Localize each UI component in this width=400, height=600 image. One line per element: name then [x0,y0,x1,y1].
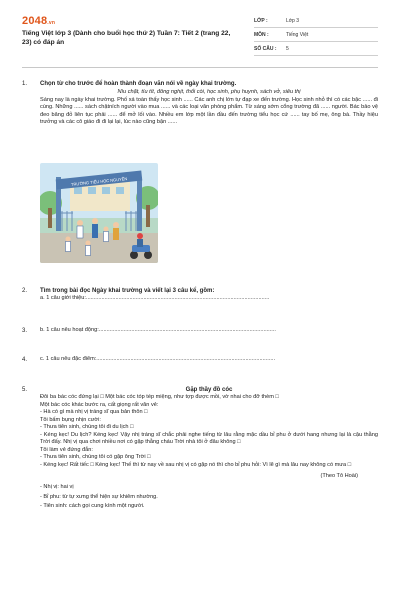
glossary-item: - Nhị vị: hai vị [40,484,74,491]
page-title: Tiếng Việt lớp 3 (Dành cho buổi học thứ 2) Tuần 7: Tiết 2 (trang 22, 23) có đáp án [22,30,231,46]
question-3 [22,327,378,335]
story-line: Tôi bấm bụng nhịn cười: [40,416,101,423]
question-4 [22,356,378,364]
meta-value: Lớp 3 [286,18,300,25]
story-line: - Thưa tiên sinh, chúng tôi đi du lịch □ [40,424,134,431]
meta-value: 5 [286,46,289,53]
question-number: 5. [22,387,28,393]
site-logo[interactable] [22,14,55,29]
story-line: - Thưa tiên sinh, chúng tôi có gặp ông Trời □ [40,454,151,461]
story-title: Gặp thầy đồ cóc [185,387,233,393]
story-line: - Kéng kẹc! Du lịch? Kéng kẹc! Vậy nhị tráng sĩ chắc phải nghe tiếng từ lâu rằng mặc dầu bỉ phu ở dưới hang nhưng lại là cậu thằng Trời đấy. Nhị vị qua chơi nhiều nơi có gặp thằng cháu Trời nhà tôi ở đâu không □ [40,431,378,446]
meta-panel [254,14,378,56]
logo-suffix: .vn [47,20,56,26]
glossary-item: - Bỉ phu: từ tự xưng thể hiện sự khiêm nhường. [40,493,158,500]
answer-line[interactable]: c. 1 câu nêu đặc điểm:................................................................................................................... [40,356,276,362]
question-5 [22,386,378,511]
school-gate-illustration [40,163,158,263]
question-title: Chọn từ cho trước để hoàn thành đoạn văn nói về ngày khai trường. [40,81,237,87]
story-line: - Kéng kẹc! Rất tiếc □ Kéng kẹc! Thế thì từ nay về sau nhị vị có gặp nó thì cho bỉ phu hỏi: Vì lẽ gì mà lâu nay không có mưa □ [40,462,352,469]
meta-label: MÔN : [254,32,269,39]
story-line: Tôi làm vẻ đứng đắn: [40,446,93,453]
header-divider [22,67,378,68]
question-text: Sáng nay là ngày khai trường. Phố xá toàn thấy học sinh ...... Các anh chị lớn tự đạp xe đến trường. Học sinh nhỏ thì có các bậc ...... đi cùng. Những ...... sách chậtních người vào mua ...... và các loại văn phòng phẩm. Từ sáng sớm cổng trường đã ...... người. Bác bảo vệ đeo băng đỏ liên tục phải ...... để mở lối vào. Nhiều em lớp một lần đầu đến trường tiểu học cứ ...... tay bố mẹ, ông bà. Thầy hiệu trưởng và các cô giáo đi đi lại lại, lúc nào cũng bận ...... [40,96,378,126]
question-title: Tìm trong bài đọc Ngày khai trường và viết lại 3 câu kể, gồm: [40,288,215,294]
meta-label: SỐ CÂU : [254,46,277,53]
question-number: 3. [22,328,28,334]
word-bank: Nìu chặt, tíu tít, đông nghịt, thổi còi, học sinh, phụ huynh, sách vở, siêu thị [117,89,301,96]
logo-text: 2048 [22,15,48,27]
meta-value: Tiếng Việt [286,32,309,39]
story-line: Một bác cóc khác bước ra, cất giọng rất văn vẻ: [40,401,159,408]
story-line: - Hà có gì mà nhị vị tráng sĩ qua bản thôn □ [40,409,148,416]
question-number: 4. [22,357,28,363]
meta-row-class [254,14,378,28]
gate-banner-text: TRƯỜNG TIỂU HỌC NGUYỄN [70,176,128,187]
question-2 [22,287,378,303]
answer-line[interactable]: a. 1 câu giới thiệu:...................................................................................................................... [40,295,270,302]
answer-line[interactable]: b. 1 câu nêu hoạt động:.................................................................................................................. [40,327,276,333]
meta-label: LỚP : [254,18,268,25]
question-1 [22,80,378,127]
story-line: Đôi ba bác cóc đứng lại □ Một bác cóc tóp tép miệng, như tợp được mồi, vờ nhai cho đỡ thèm □ [40,394,279,401]
meta-row-subject [254,28,378,42]
glossary-item: - Tiên sinh: cách gọi cung kính một người. [40,503,145,510]
meta-row-count [254,42,378,56]
story-author: (Theo Tô Hoài) [320,472,358,479]
question-number: 2. [22,288,28,294]
question-number: 1. [22,81,28,87]
